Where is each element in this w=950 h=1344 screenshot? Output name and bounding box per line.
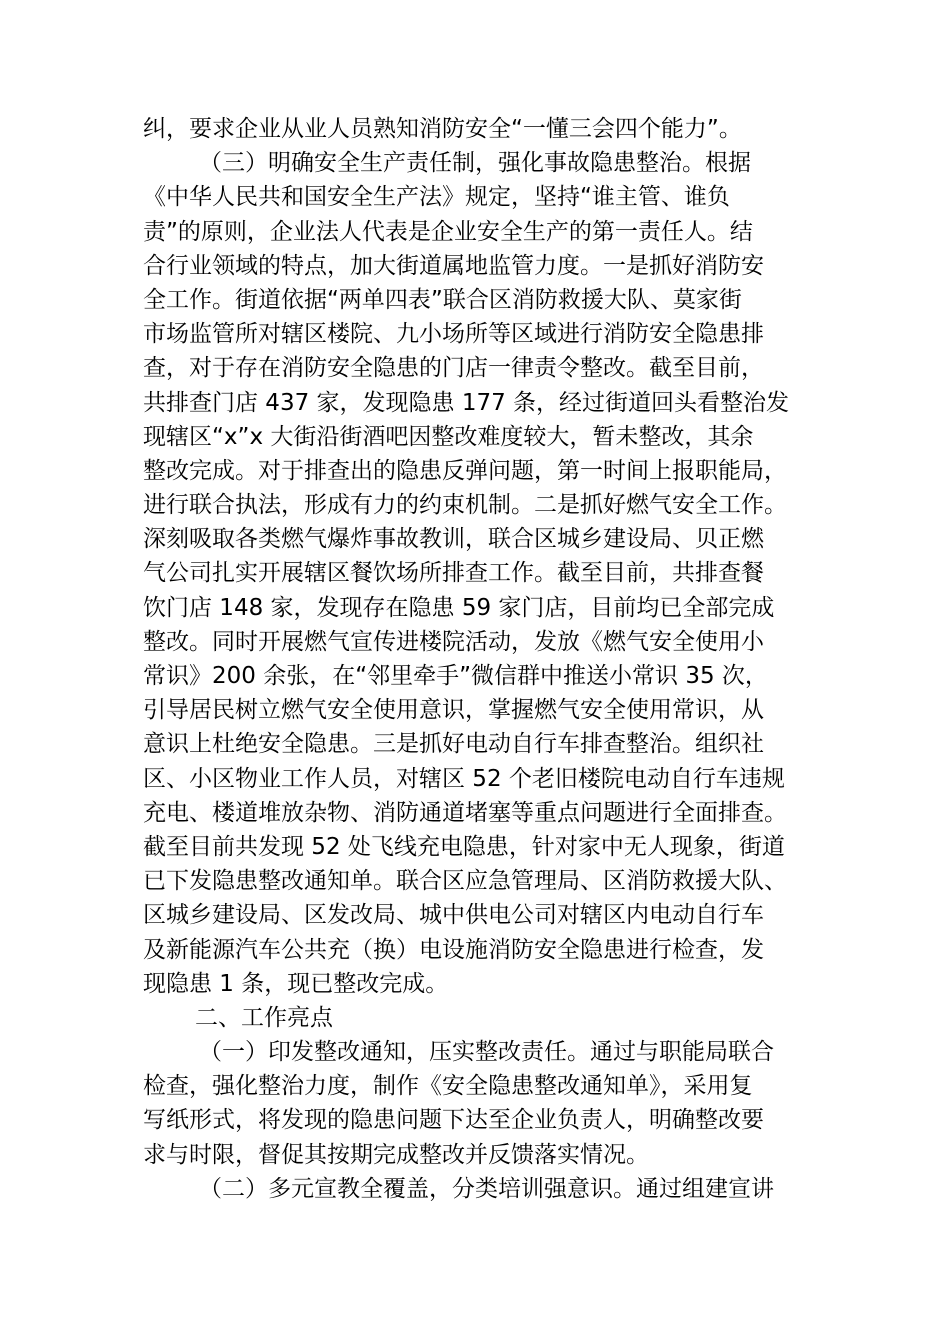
- text-line: 截至目前共发现 52 处飞线充电隐患，针对家中无人现象，街道: [143, 833, 785, 860]
- text-line: 气公司扎实开展辖区餐饮场所排查工作。截至目前，共排查餐: [143, 560, 764, 587]
- text-line: 意识上杜绝安全隐患。三是抓好电动自行车排查整治。组织社: [143, 731, 764, 758]
- text-line: 《中华人民共和国安全生产法》规定，坚持“谁主管、谁负: [143, 184, 730, 211]
- text-line: 区城乡建设局、区发改局、城中供电公司对辖区内电动自行车: [143, 902, 764, 929]
- text-line: 已下发隐患整改通知单。联合区应急管理局、区消防救援大队、: [143, 868, 787, 895]
- text-line: 查，对于存在消防安全隐患的门店一律责令整改。截至目前，: [143, 355, 764, 382]
- document-body: [143, 112, 815, 1206]
- text-line: 现隐患 1 条，现已整改完成。: [143, 970, 449, 997]
- text-line: 现辖区“x”x 大街沿街酒吧因整改难度较大，暂未整改，其余: [143, 423, 754, 450]
- text-line: 市场监管所对辖区楼院、九小场所等区域进行消防安全隐患排: [143, 321, 764, 348]
- text-line: 区、小区物业工作人员，对辖区 52 个老旧楼院电动自行车违规: [143, 765, 785, 792]
- text-line: 求与时限，督促其按期完成整改并反馈落实情况。: [143, 1141, 649, 1168]
- text-line: 合行业领域的特点，加大街道属地监管力度。一是抓好消防安: [143, 252, 764, 279]
- text-line: 共排查门店 437 家，发现隐患 177 条，经过街道回头看整治发: [143, 389, 790, 416]
- text-line: 饮门店 148 家，发现存在隐患 59 家门店，目前均已全部完成: [143, 594, 775, 621]
- text-line: 责”的原则，企业法人代表是企业安全生产的第一责任人。结: [143, 218, 753, 245]
- text-line: 进行联合执法，形成有力的约束机制。二是抓好燃气安全工作。: [143, 492, 787, 519]
- text-line: 纠，要求企业从业人员熟知消防安全“一懂三会四个能力”。: [143, 116, 742, 142]
- text-line: 及新能源汽车公共充（换）电设施消防安全隐患进行检查，发: [143, 936, 764, 963]
- text-line: （二）多元宣教全覆盖，分类培训强意识。通过组建宣讲: [199, 1175, 774, 1202]
- text-line: 检查，强化整治力度，制作《安全隐患整改通知单》，采用复: [143, 1073, 753, 1100]
- text-line: 全工作。街道依据“两单四表”联合区消防救援大队、莫家街: [143, 286, 742, 313]
- text-line: 充电、楼道堆放杂物、消防通道堵塞等重点问题进行全面排查。: [143, 799, 787, 826]
- text-line: 整改。同时开展燃气宣传进楼院活动，发放《燃气安全使用小: [143, 628, 764, 655]
- text-line: 引导居民树立燃气安全使用意识，掌握燃气安全使用常识，从: [143, 697, 764, 724]
- text-line: 深刻吸取各类燃气爆炸事故教训，联合区城乡建设局、贝正燃: [143, 526, 764, 553]
- text-line: （一）印发整改通知，压实整改责任。通过与职能局联合: [199, 1039, 774, 1066]
- section-heading: 二、工作亮点: [195, 1004, 333, 1031]
- text-line: （三）明确安全生产责任制，强化事故隐患整治。根据: [199, 150, 751, 177]
- text-line: 写纸形式，将发现的隐患问题下达至企业负责人，明确整改要: [143, 1107, 764, 1134]
- text-line: 整改完成。对于排查出的隐患反弹问题，第一时间上报职能局，: [143, 457, 787, 484]
- text-line: 常识》200 余张，在“邻里牵手”微信群中推送小常识 35 次，: [143, 663, 768, 689]
